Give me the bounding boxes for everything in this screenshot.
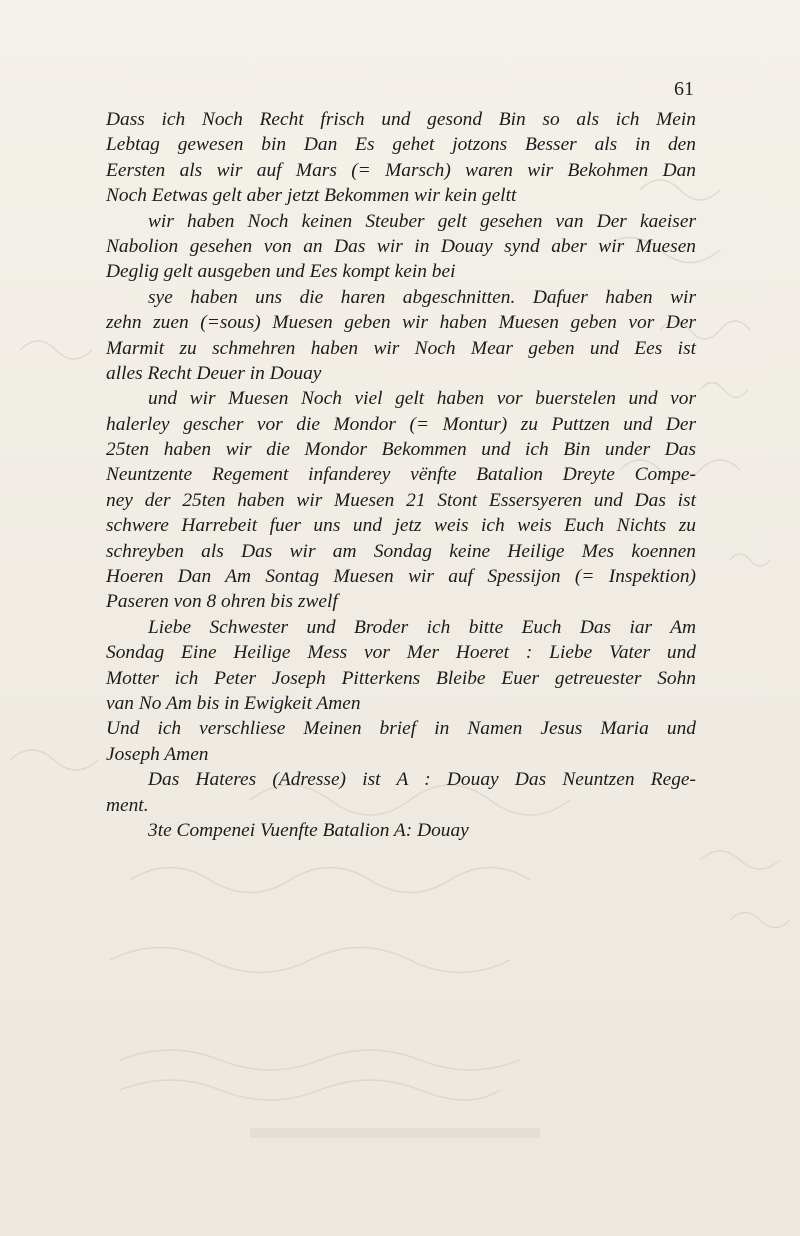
text-line: Eersten als wir auf Mars (= Marsch) waren wir Bekohmen Dan <box>106 159 696 181</box>
text-line: Liebe Schwester und Broder ich bitte Euch Das iar Am <box>148 616 696 638</box>
text-line: 25ten haben wir die Mondor Bekommen und ich Bin under Das <box>106 439 696 461</box>
text-line: schreyben als Das wir am Sondag keine Heilige Mes koennen <box>106 540 696 562</box>
text-line: 3te Compenei Vuenfte Batalion A: Douay <box>148 819 469 841</box>
text-line: Paseren von 8 ohren bis zwelf <box>106 591 338 613</box>
text-line: Und ich verschliese Meinen brief in Namen Jesus Maria und <box>106 718 696 740</box>
page-number: 61 <box>674 78 694 100</box>
text-line: alles Recht Deuer in Douay <box>106 362 322 384</box>
text-line: Sondag Eine Heilige Mess vor Mer Hoeret : Liebe Vater und <box>106 642 696 664</box>
text-line: zehn zuen (=sous) Muesen geben wir haben Muesen geben vor Der <box>106 312 696 334</box>
text-line: Nabolion gesehen von an Das wir in Douay synd aber wir Muesen <box>106 235 696 257</box>
text-line: Lebtag gewesen bin Dan Es gehet jotzons Besser als in den <box>106 134 696 156</box>
text-line: Dass ich Noch Recht frisch und gesond Bin so als ich Mein <box>106 109 696 130</box>
text-line: Das Hateres (Adresse) ist A : Douay Das Neuntzen Rege- <box>148 769 696 791</box>
text-line: Hoeren Dan Am Sontag Muesen wir auf Spessijon (= Inspektion) <box>106 566 696 588</box>
text-line: Marmit zu schmehren haben wir Noch Mear geben und Ees ist <box>106 337 696 359</box>
letter-transcription <box>106 107 696 843</box>
text-line: schwere Harrebeit fuer uns und jetz weis ich weis Euch Nichts zu <box>106 515 696 537</box>
text-line: Motter ich Peter Joseph Pitterkens Bleibe Euer getreuester Sohn <box>106 667 696 689</box>
text-line: Noch Eetwas gelt aber jetzt Bekommen wir kein geltt <box>106 185 517 207</box>
text-line: und wir Muesen Noch viel gelt haben vor buerstelen und vor <box>148 388 696 410</box>
text-line: Joseph Amen <box>106 743 209 765</box>
text-line: ney der 25ten haben wir Muesen 21 Stont Essersyeren und Das ist <box>106 489 696 511</box>
text-line: van No Am bis in Ewigkeit Amen <box>106 692 361 714</box>
text-line: ment. <box>106 794 149 816</box>
text-line: wir haben Noch keinen Steuber gelt gesehen van Der kaeiser <box>148 210 696 232</box>
text-line: Deglig gelt ausgeben und Ees kompt kein bei <box>106 261 456 283</box>
text-line: halerley gescher vor die Mondor (= Montur) zu Puttzen und Der <box>106 413 696 435</box>
text-line: sye haben uns die haren abgeschnitten. Dafuer haben wir <box>148 286 696 308</box>
text-line: Neuntzente Regement infanderey vënfte Batalion Dreyte Compe- <box>106 464 696 486</box>
